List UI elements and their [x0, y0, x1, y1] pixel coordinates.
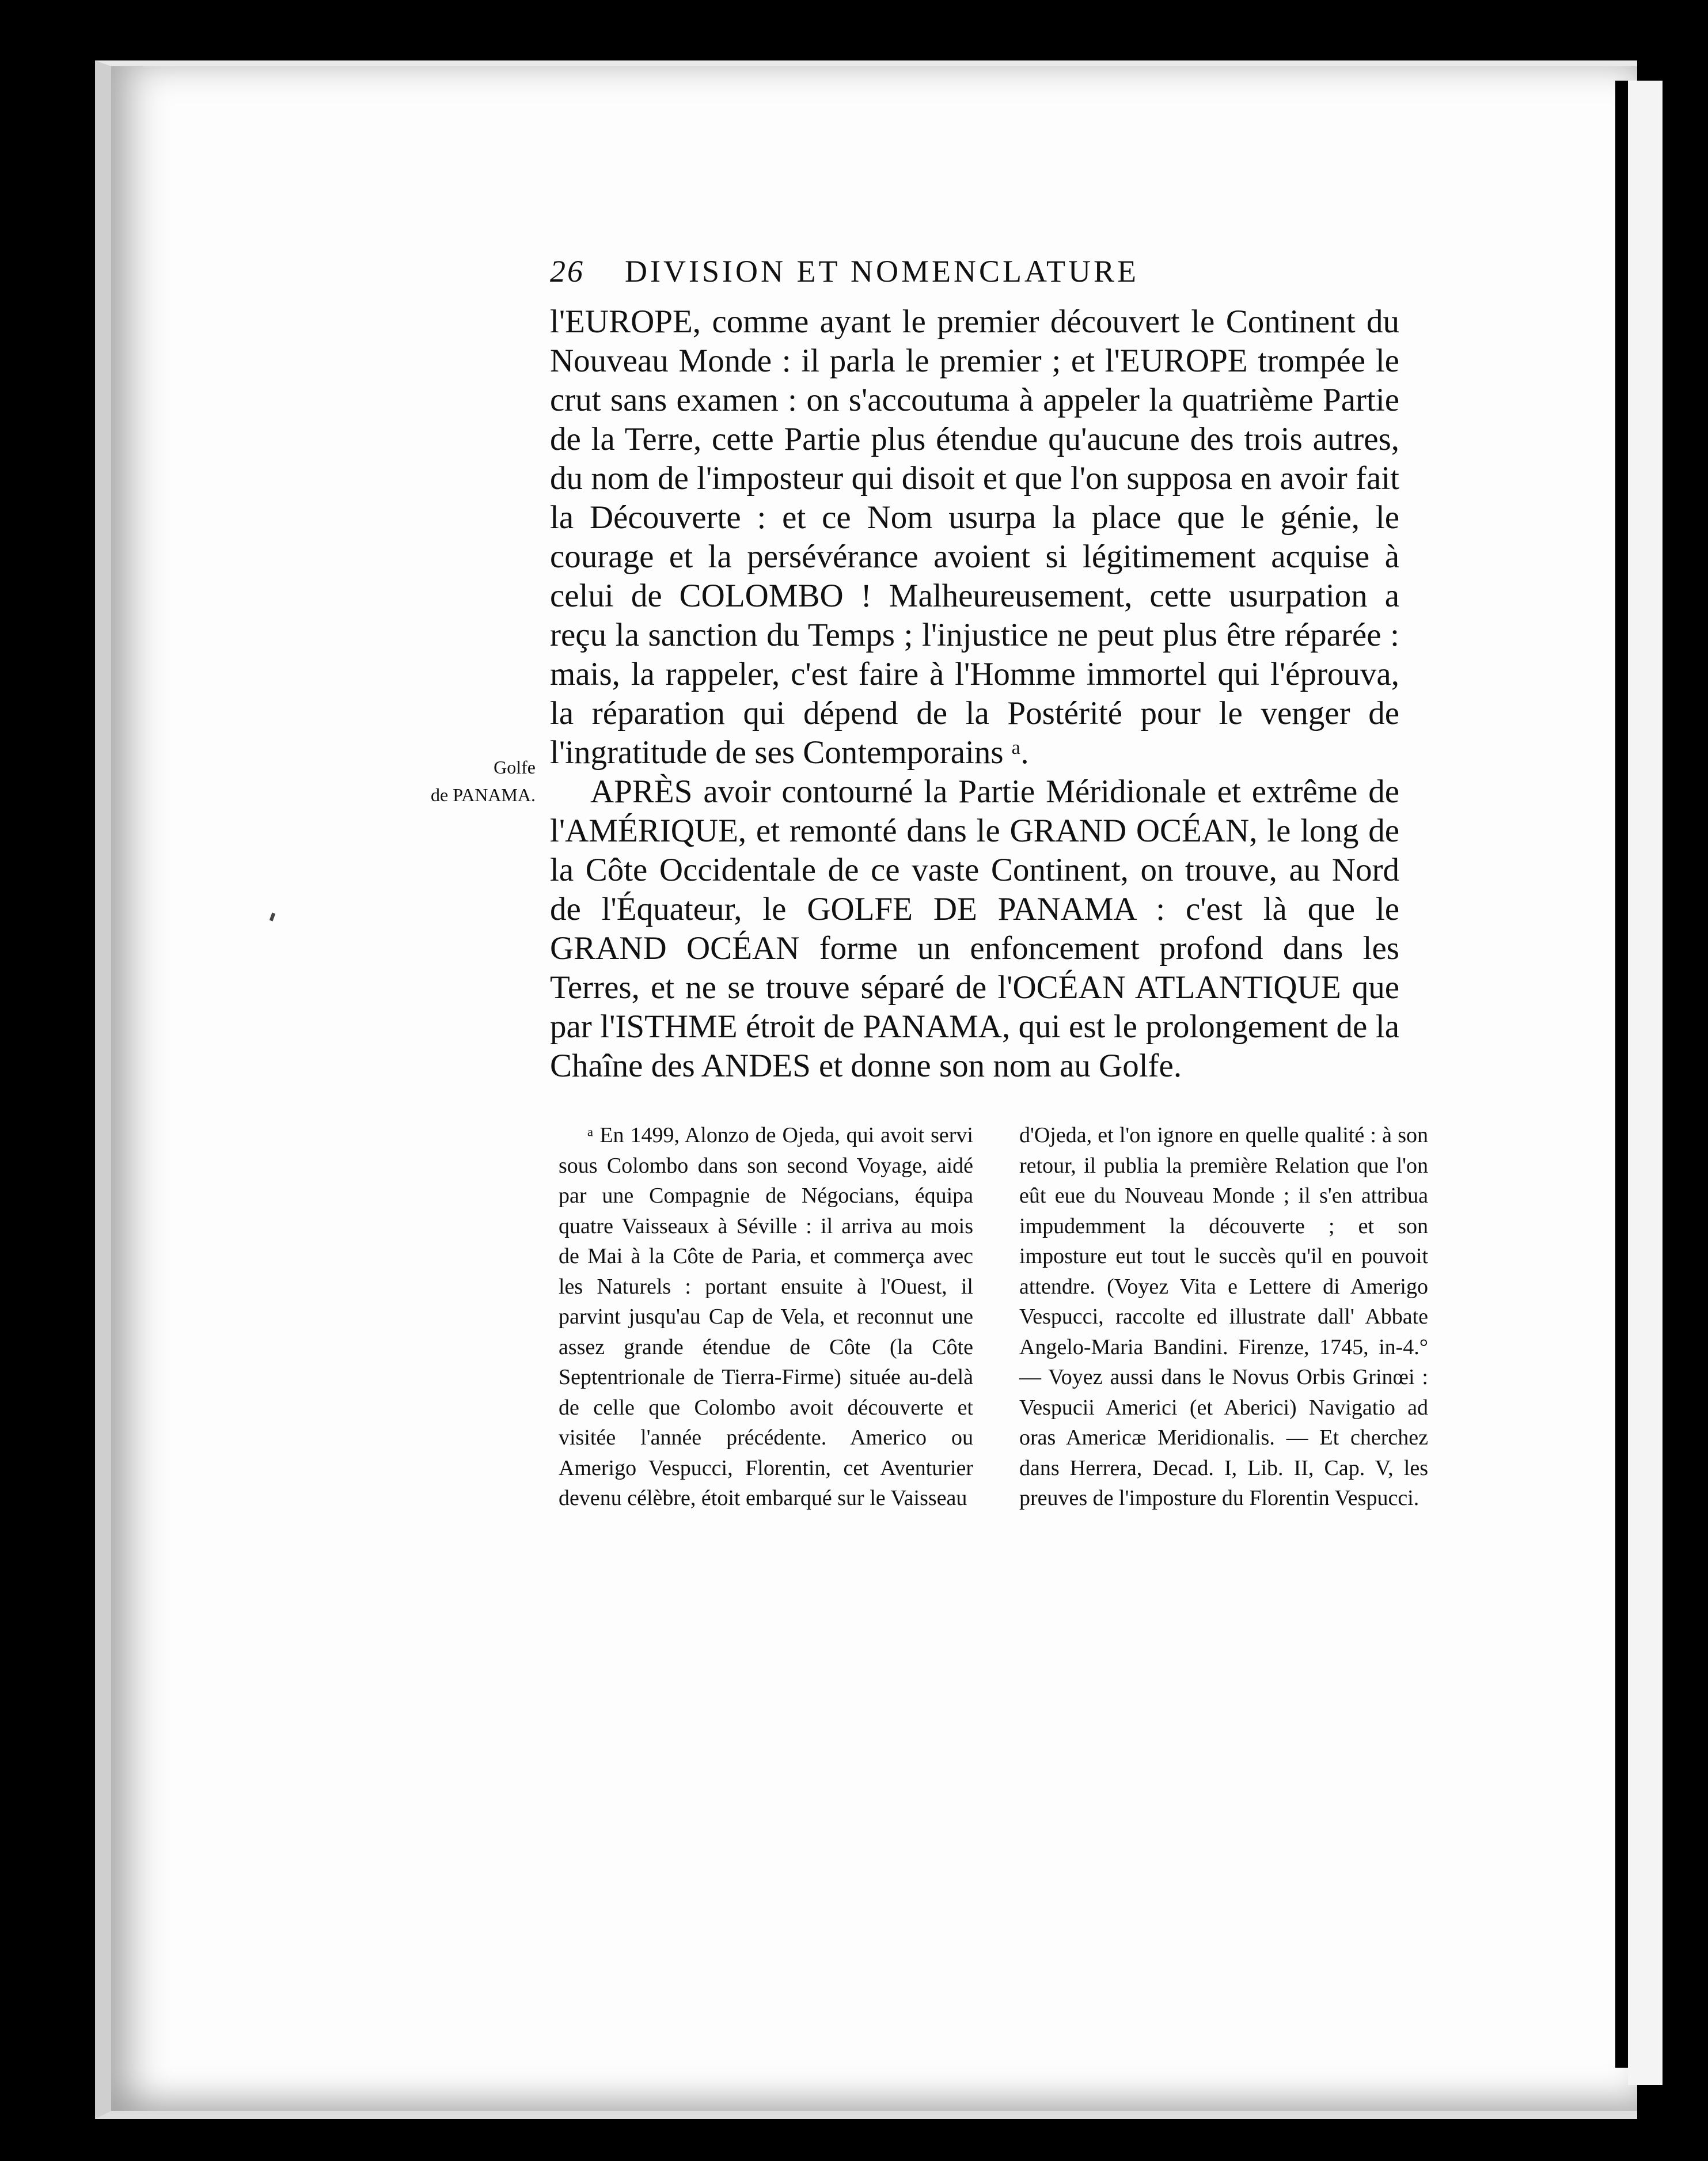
- margin-note-line-2: de PANAMA.: [431, 784, 536, 805]
- footnote-column-left: [559, 1120, 973, 1514]
- paragraph-colombo: l'EUROPE, comme ayant le premier découvert le Continent du Nouveau Monde : il parla le premier ; et l'EUROPE trompée le crut sans examen : on s'accoutuma à appeler la quatrième Partie de la Terre, cette Partie plus étendue qu'aucune des trois autres, du nom de l'imposteur qui disoit et que l'on supposa en avoir fait la Découverte : et ce Nom usurpa la place que le génie, le courage et la persévérance avoient si légitimement acquise à celui de COLOMBO ! Malheureusement, cette usurpation a reçu la sanction du Temps ; l'injustice ne peut plus être réparée : mais, la rappeler, c'est faire à l'Homme immortel qui l'éprouva, la réparation qui dépend de la Postérité pour le venger de l'ingratitude de ses Contemporains ᵃ.: [550, 304, 1399, 771]
- paragraph-panama: APRÈS avoir contourné la Partie Méridionale et extrême de l'AMÉRIQUE, et remonté dans le GRAND OCÉAN, le long de la Côte Occidentale de ce vaste Continent, on trouve, au Nord de l'Équateur, le GOLFE DE PANAMA : c'est là que le GRAND OCÉAN forme un enfoncement profond dans les Terres, et ne se trouve séparé de l'OCÉAN ATLANTIQUE que par l'ISTHME étroit de PANAMA, qui est le prolongement de la Chaîne des ANDES et donne son nom au Golfe.: [550, 774, 1399, 1084]
- footnote-text-left: ᵃ En 1499, Alonzo de Ojeda, qui avoit servi sous Colombo dans son second Voyage, aidé par une Compagnie de Négocians, équipa quatre Vaisseaux à Séville : il arriva au mois de Mai à la Côte de Paria, et commerça avec les Naturels : portant ensuite à l'Ouest, il parvint jusqu'au Cap de Vela, et reconnut une assez grande étendue de Côte (la Côte Septentrionale de Tierra-Firme) située au-delà de celle que Colombo avoit découverte et visitée l'année précédente. Americo ou Amerigo Vespucci, Florentin, cet Aventurier devenu célèbre, étoit embarqué sur le Vaisseau: [559, 1123, 973, 1510]
- running-title: DIVISION ET NOMENCLATURE: [625, 254, 1139, 289]
- adjacent-page-edge: [1628, 81, 1674, 2085]
- footnote-text-right: d'Ojeda, et l'on ignore en quelle qualité : à son retour, il publia la première Relation que l'on eût eue du Nouveau Monde ; il s'en attribua impudemment la découverte ; et son imposture eut tout le succès qu'il en pouvoit attendre. (Voyez Vita e Lettere di Amerigo Vespucci, raccolte ed illustrate dall' Abbate Angelo-Maria Bandini. Firenze, 1745, in-4.° — Voyez aussi dans le Novus Orbis Grinœi : Vespucii Americi (et Aberici) Navigatio ad oras Americæ Meridionalis. — Et cherchez dans Herrera, Decad. I, Lib. II, Cap. V, les preuves de l'imposture du Florentin Vespucci.: [1019, 1123, 1428, 1510]
- page-number: 26: [550, 254, 584, 289]
- footnote-column-right: [1019, 1120, 1428, 1514]
- main-text-block: [550, 302, 1399, 1086]
- margin-note-line-1: Golfe: [494, 757, 536, 778]
- binding-shadow: [1615, 81, 1628, 2068]
- margin-note-golfe-panama: [397, 753, 536, 809]
